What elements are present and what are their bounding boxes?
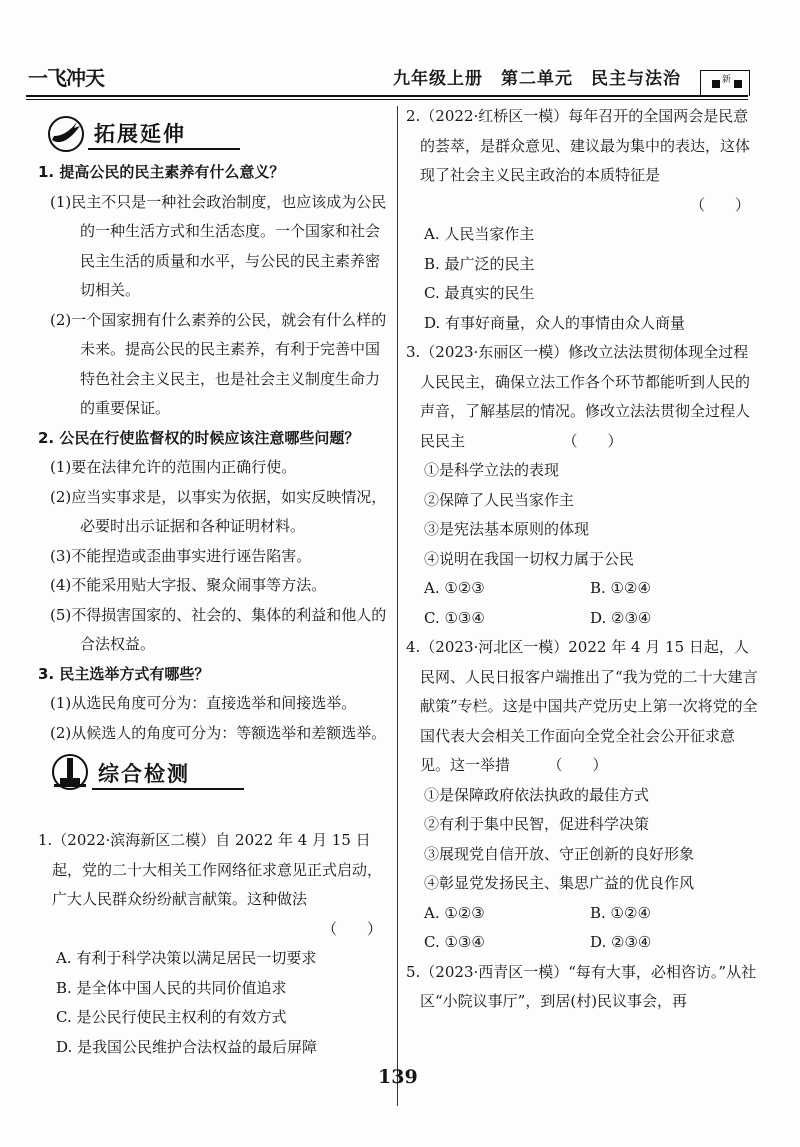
text-line: ③展现党自信开放、守正创新的良好形象 [424, 844, 695, 863]
text-line: C. 最真实的民生 [424, 284, 535, 302]
option-choice: A. ①②③ [424, 903, 485, 922]
option-row [406, 604, 758, 634]
question-heading: 3. 民主选举方式有哪些？ [38, 664, 210, 683]
rocket-swoosh-icon [44, 114, 88, 154]
answer-bracket: （ ） [321, 919, 382, 938]
text-line: 4.（2023·河北区一模）2022 年 4 月 15 日起，人民网、人民日报客户端推出了“我为党的二十大建言献策”专栏。这是中国共产党历史上第一次将党的全国代表大会相关工作面向全党全社会公开征求意见。这一举措 （ ） [406, 638, 758, 774]
corner-tag: 新 [722, 75, 732, 85]
text-line: (1)民主不只是一种社会政治制度，也应该成为公民的一种生活方式和生活态度。一个国家和社会民主生活的质量和水平，与公民的民主素养密切相关。 [50, 192, 387, 299]
section-title-extend: 拓展延伸 [94, 122, 186, 146]
text-line: (1)从选民角度可分为：直接选举和间接选举。 [50, 694, 357, 712]
answer-bracket: （ ） [689, 195, 750, 214]
text-line: (2)应当实事求是，以事实为依据，如实反映情况，必要时出示证据和各种证明材料。 [50, 487, 387, 535]
test-right-content [406, 102, 758, 1017]
option-row [406, 928, 758, 958]
text-line: B. 是全体中国人民的共同价值追求 [56, 978, 287, 997]
option-choice: B. ①②④ [590, 579, 651, 597]
extend-content [38, 158, 390, 748]
page-number: 139 [378, 1066, 418, 1088]
text-line: A. 人民当家作主 [424, 225, 535, 243]
text-line: ②有利于集中民智，促进科学决策 [424, 815, 650, 833]
text-line: A. 有利于科学决策以满足居民一切要求 [56, 949, 317, 967]
text-line: (3)不能捏造或歪曲事实进行诬告陷害。 [50, 546, 312, 565]
text-line: ①是科学立法的表现 [424, 461, 560, 479]
text-line: D. 是我国公民维护合法权益的最后屏障 [56, 1037, 318, 1056]
text-line: D. 有事好商量，众人的事情由众人商量 [424, 313, 686, 332]
running-header: 九年级上册 第二单元 民主与法治 [393, 69, 681, 89]
text-line: ④彰显党发扬民主、集思广益的优良作风 [424, 874, 695, 892]
section-underline [88, 148, 240, 150]
option-row [406, 899, 758, 929]
text-line: (1)要在法律允许的范围内正确行使。 [50, 458, 297, 476]
section-underline [92, 788, 244, 790]
option-choice: A. ①②③ [424, 579, 485, 597]
option-choice: C. ①③④ [424, 933, 485, 951]
text-line: (5)不得损害国家的、社会的、集体的利益和他人的合法权益。 [50, 605, 387, 653]
corner-square-icon [712, 80, 720, 88]
option-choice: B. ①②④ [590, 903, 651, 922]
option-row [406, 574, 758, 604]
brand-logo: 一飞冲天 [28, 66, 104, 90]
section-title-test: 综合检测 [98, 762, 190, 786]
text-line: ③是宪法基本原则的体现 [424, 520, 590, 538]
test-left-content [38, 826, 390, 1062]
text-line: B. 最广泛的民主 [424, 254, 535, 273]
text-line: ①是保障政府依法执政的最佳方式 [424, 785, 650, 804]
text-line: (4)不能采用贴大字报、聚众闹事等方法。 [50, 576, 327, 594]
option-choice: C. ①③④ [424, 608, 485, 627]
text-line: 2.（2022·红桥区一模）每年召开的全国两会是民意的荟萃，是群众意见、建议最为集中的表达，这体现了社会主义民主政治的本质特征是 [406, 107, 751, 184]
column-divider [397, 106, 398, 1106]
option-choice: D. ②③④ [590, 608, 652, 627]
text-line: 1.（2022·滨海新区二模）自 2022 年 4 月 15 日起，党的二十大相关工作网络征求意见正式启动，广大人民群众纷纷献言献策。这种做法 [38, 831, 383, 908]
text-line: ②保障了人民当家作主 [424, 490, 575, 509]
text-line: ④说明在我国一切权力属于公民 [424, 549, 635, 568]
monument-icon [48, 752, 92, 792]
option-choice: D. ②③④ [590, 933, 652, 951]
corner-square-icon [734, 80, 742, 88]
text-line: (2)一个国家拥有什么素养的公民，就会有什么样的未来。提高公民的民主素养，有利于完善中国特色社会主义民主，也是社会主义制度生命力的重要保证。 [50, 310, 387, 417]
question-heading: 1. 提高公民的民主素养有什么意义？ [38, 163, 285, 181]
text-line: C. 是公民行使民主权利的有效方式 [56, 1008, 287, 1026]
text-line: (2)从候选人的角度可分为：等额选举和差额选举。 [50, 723, 387, 742]
question-heading: 2. 公民在行使监督权的时候应该注意哪些问题？ [38, 428, 360, 447]
text-line: 5.（2023·西青区一模）“每有大事，必相咨访。”从社区“小院议事厅”，到居(村)民议事会，再 [406, 962, 757, 1010]
header-rule [26, 95, 748, 97]
text-line: 3.（2023·东丽区一模）修改立法法贯彻体现全过程人民民主，确保立法工作各个环节都能听到人民的声音，了解基层的情况。修改立法法贯彻全过程人民民主 （ ） [406, 343, 751, 450]
header-rule-thin [26, 99, 748, 100]
